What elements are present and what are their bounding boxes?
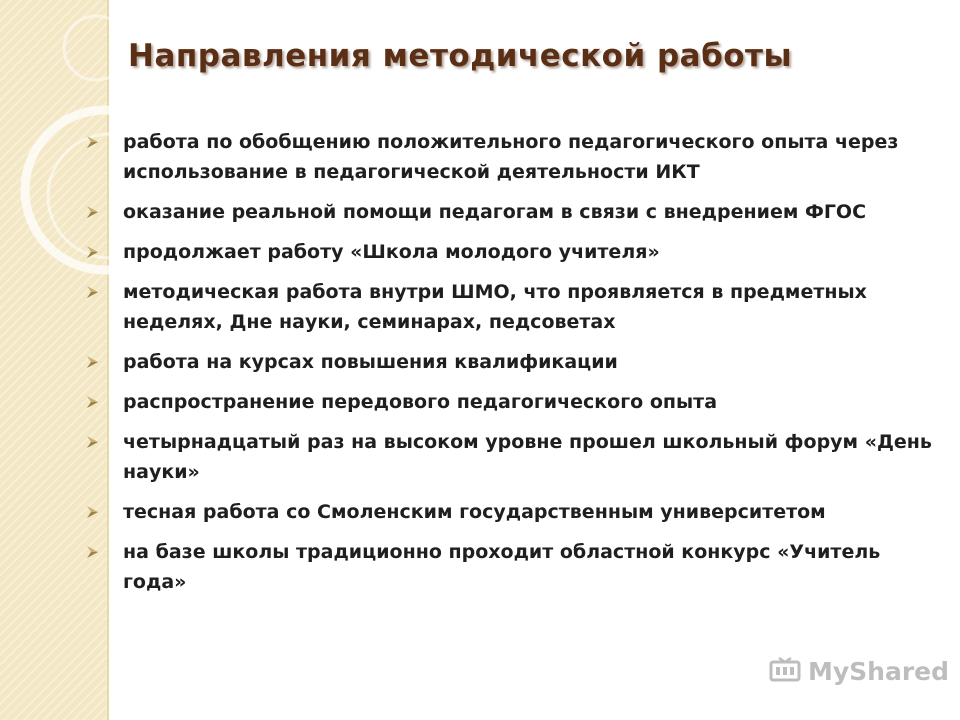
- bullet-text: работа по обобщению положительного педагогического опыта через использование в педагогической деятельности ИКТ: [123, 131, 899, 183]
- bullet-text: тесная работа со Смоленским государственным университетом: [123, 501, 826, 523]
- bullet-item: [86, 387, 936, 417]
- arrow-bullet-icon: [86, 285, 99, 299]
- slide-title: Направления методической работы: [128, 38, 793, 74]
- bullet-text: работа на курсах повышения квалификации: [123, 351, 618, 373]
- bullet-item: [86, 347, 936, 377]
- watermark-text: MyShared: [808, 656, 950, 686]
- bullet-item: [86, 427, 936, 487]
- bullet-text: продолжает работу «Школа молодого учителя»: [123, 241, 660, 263]
- bullet-list: [86, 127, 936, 607]
- bullet-text: оказание реальной помощи педагогам в связи с внедрением ФГОС: [123, 201, 867, 223]
- bullet-item: [86, 277, 936, 337]
- arrow-bullet-icon: [86, 505, 99, 519]
- bullet-text: методическая работа внутри ШМО, что проявляется в предметных неделях, Дне науки, семинарах, педсоветах: [123, 281, 867, 333]
- arrow-bullet-icon: [86, 135, 99, 149]
- myshared-logo-icon: [768, 656, 802, 686]
- arrow-bullet-icon: [86, 205, 99, 219]
- bullet-text: на базе школы традиционно проходит областной конкурс «Учитель года»: [123, 541, 881, 593]
- bullet-text: четырнадцатый раз на высоком уровне прошел школьный форум «День науки»: [123, 431, 932, 483]
- bullet-item: [86, 497, 936, 527]
- bullet-item: [86, 197, 936, 227]
- arrow-bullet-icon: [86, 245, 99, 259]
- bullet-item: [86, 537, 936, 597]
- watermark: [768, 656, 949, 686]
- arrow-bullet-icon: [86, 355, 99, 369]
- arrow-bullet-icon: [86, 545, 99, 559]
- bullet-item: [86, 127, 936, 187]
- bullet-text: распространение передового педагогического опыта: [123, 391, 718, 413]
- arrow-bullet-icon: [86, 435, 99, 449]
- bullet-item: [86, 237, 936, 267]
- arrow-bullet-icon: [86, 395, 99, 409]
